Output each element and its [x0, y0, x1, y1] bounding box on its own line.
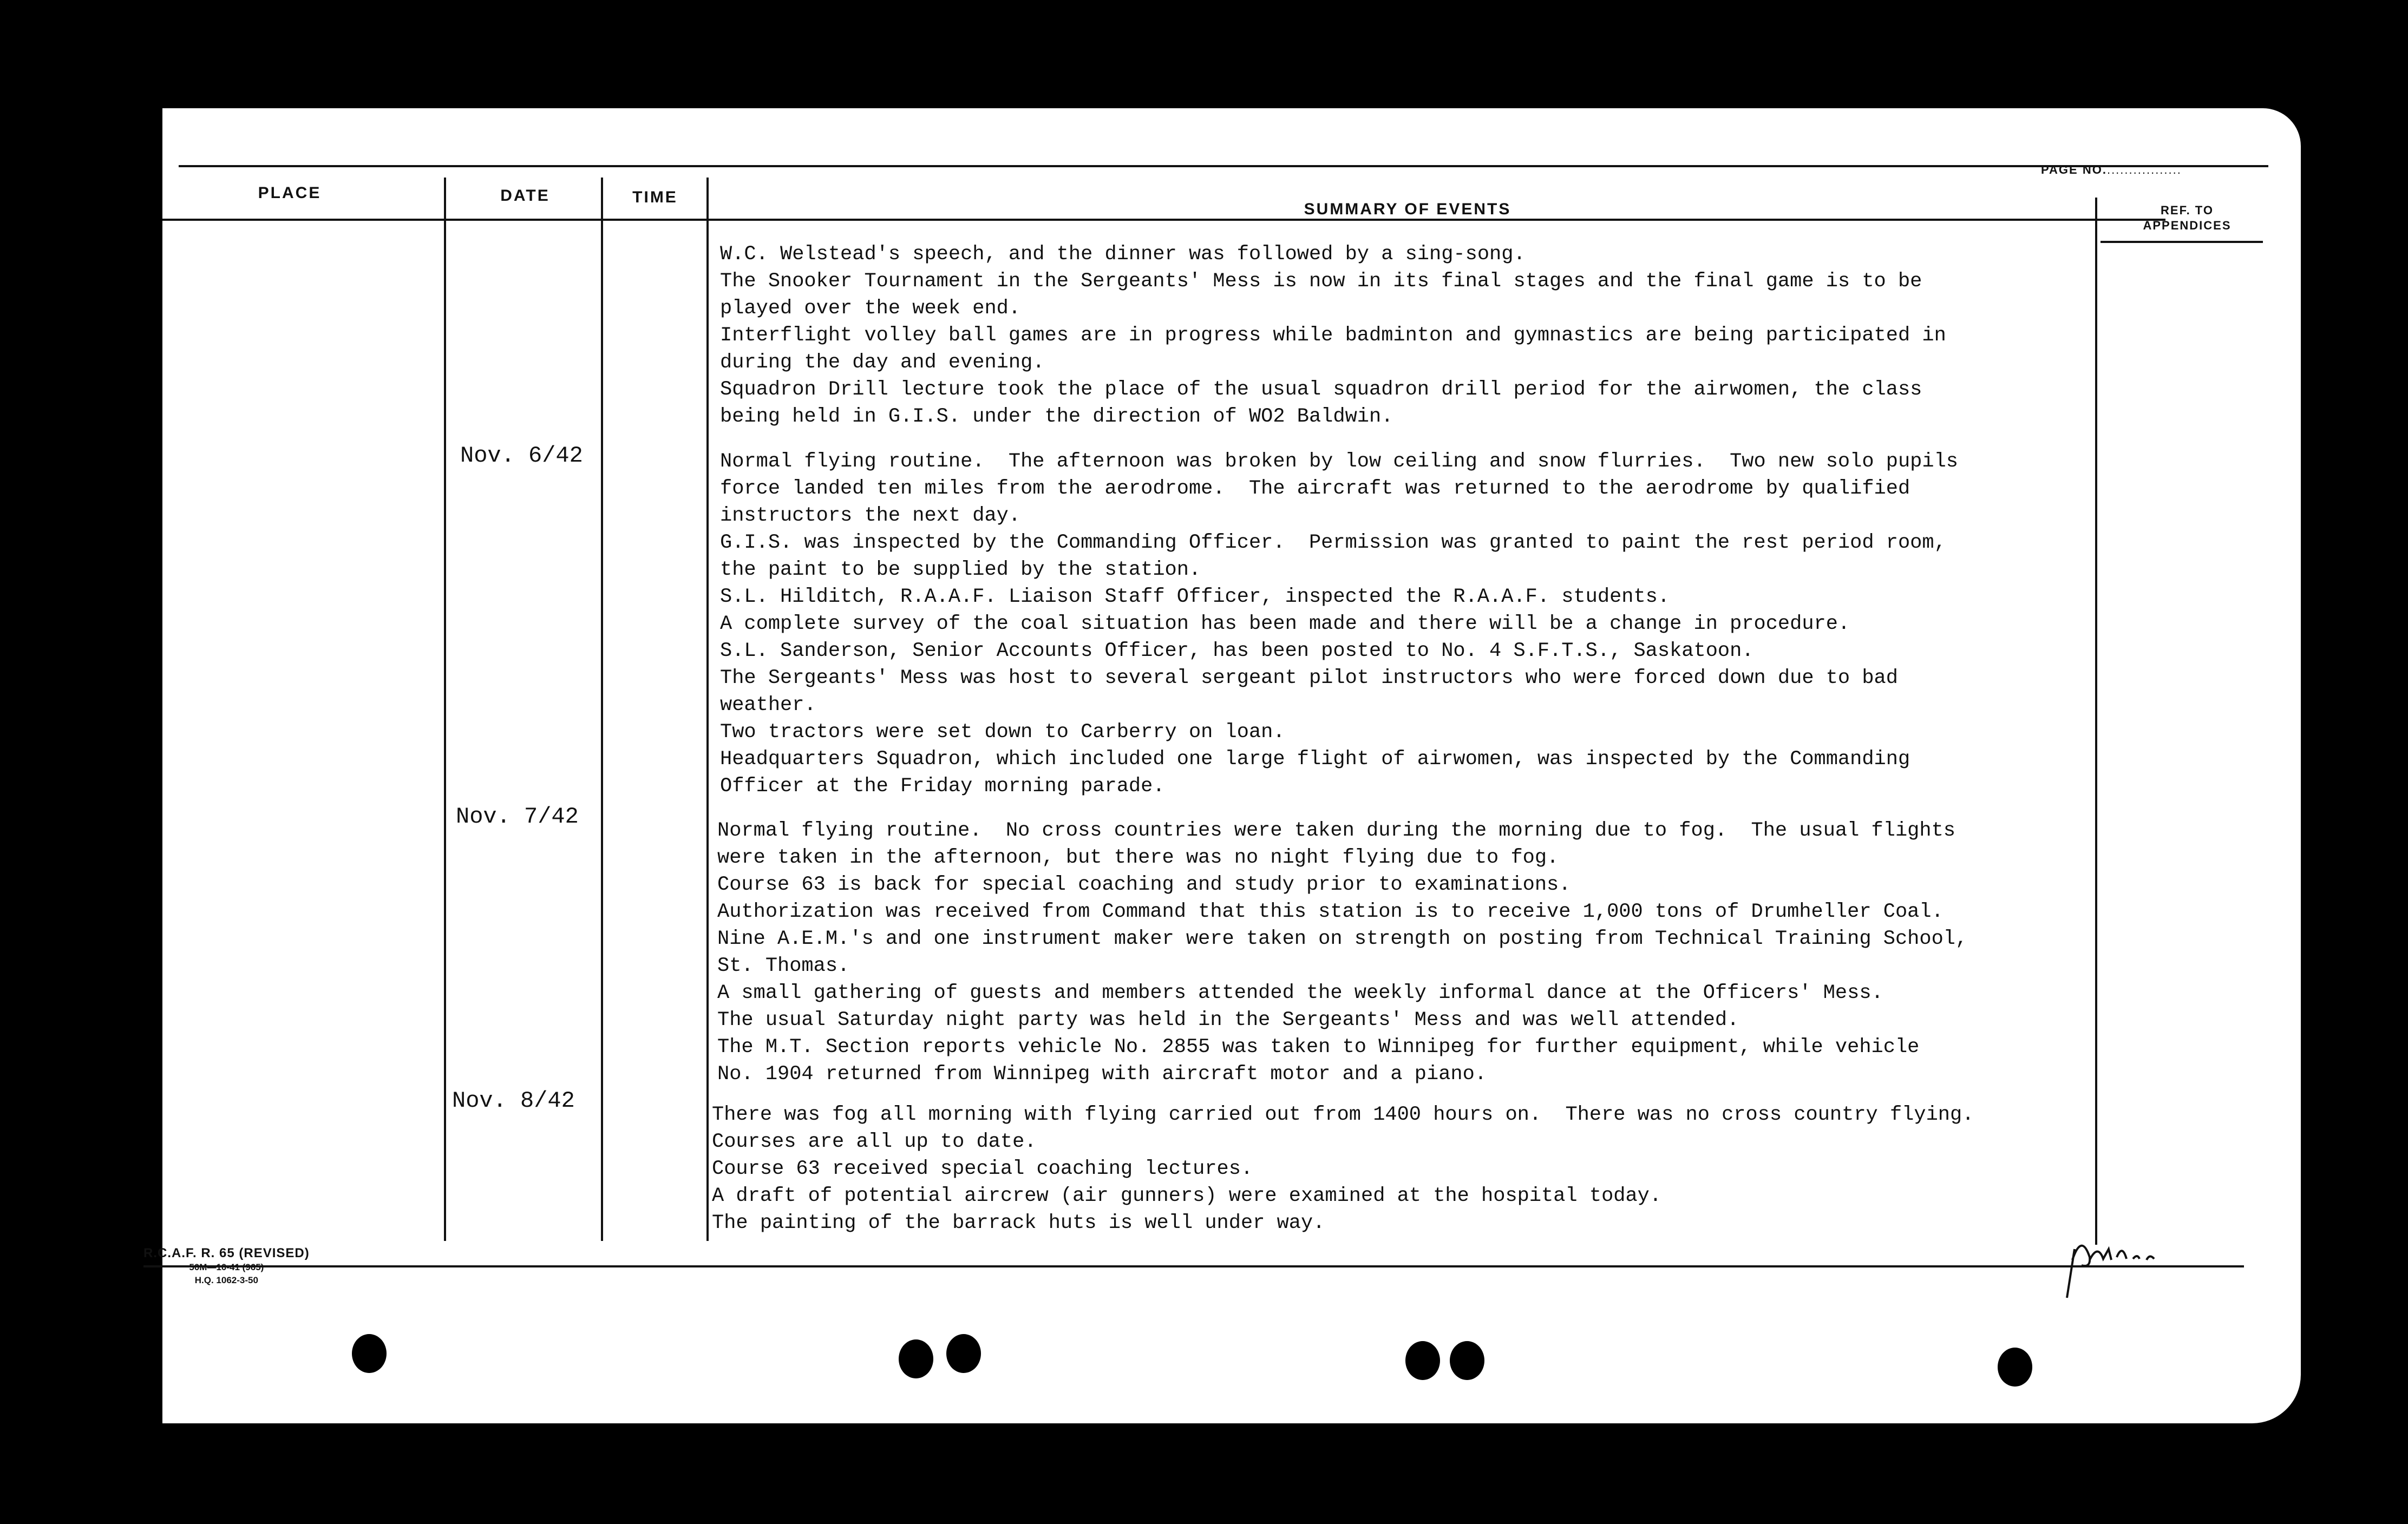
event-line: A complete survey of the coal situation has been made and there will be a change in procedure.: [720, 613, 1850, 635]
event-line: The M.T. Section reports vehicle No. 2855 was taken to Winnipeg for further equipment, while vehicle: [717, 1036, 1920, 1059]
event-line: were taken in the afternoon, but there was no night flying due to fog.: [717, 846, 1559, 869]
ref-header: REF. TO APPENDICES: [2143, 203, 2232, 232]
place-date-divider: [444, 178, 446, 1241]
punch-hole: [1405, 1341, 1440, 1380]
page-no-label: PAGE NO..................: [2041, 163, 2182, 176]
event-line: Normal flying routine. The afternoon was broken by low ceiling and snow flurries. Two new solo pupils: [720, 450, 1958, 473]
event-line: W.C. Welstead's speech, and the dinner was followed by a sing-song.: [720, 243, 1526, 266]
event-line: A draft of potential aircrew (air gunners) were examined at the hospital today.: [712, 1185, 1662, 1207]
event-line: instructors the next day.: [720, 504, 1021, 527]
signature: [2057, 1227, 2198, 1309]
event-line: played over the week end.: [720, 297, 1021, 320]
event-line: force landed ten miles from the aerodrome. The aircraft was returned to the aerodrome by qualified: [720, 477, 1910, 500]
event-line: Headquarters Squadron, which included one large flight of airwomen, was inspected by the Commanding: [720, 748, 1910, 771]
punch-hole: [946, 1334, 981, 1373]
event-line: the paint to be supplied by the station.: [720, 559, 1201, 581]
event-line: Normal flying routine. No cross countries were taken during the morning due to fog. The usual flights: [717, 819, 1955, 842]
date-entry-nov-8: Nov. 8/42: [452, 1088, 575, 1114]
event-line: weather.: [720, 694, 816, 717]
event-line: G.I.S. was inspected by the Commanding Officer. Permission was granted to paint the rest period room,: [720, 531, 1946, 554]
time-header: TIME: [632, 188, 678, 206]
punch-hole: [352, 1334, 387, 1373]
punch-hole: [1998, 1348, 2032, 1387]
time-summary-divider: [706, 178, 709, 1241]
event-line: Course 63 is back for special coaching and study prior to examinations.: [717, 873, 1571, 896]
event-line: S.L. Hilditch, R.A.A.F. Liaison Staff Officer, inspected the R.A.A.F. students.: [720, 586, 1670, 608]
event-line: during the day and evening.: [720, 351, 1045, 374]
event-line: There was fog all morning with flying carried out from 1400 hours on. There was no cross country flying.: [712, 1103, 1974, 1126]
event-line: The painting of the barrack huts is well under way.: [712, 1212, 1325, 1234]
event-line: Squadron Drill lecture took the place of the usual squadron drill period for the airwomen, the class: [720, 378, 1922, 401]
event-line: No. 1904 returned from Winnipeg with aircraft motor and a piano.: [717, 1063, 1487, 1086]
place-header: PLACE: [258, 184, 322, 202]
event-line: A small gathering of guests and members attended the weekly informal dance at the Officers' Mess.: [717, 982, 1883, 1004]
date-entry-nov-7: Nov. 7/42: [456, 804, 579, 830]
event-line: Course 63 received special coaching lectures.: [712, 1158, 1253, 1180]
event-line: Courses are all up to date.: [712, 1131, 1037, 1153]
event-line: The usual Saturday night party was held in the Sergeants' Mess and was well attended.: [717, 1009, 1739, 1032]
bottom-rule: [143, 1265, 2244, 1267]
summary-header: SUMMARY OF EVENTS: [1304, 200, 1511, 218]
event-line: being held in G.I.S. under the direction of WO2 Baldwin.: [720, 405, 1393, 428]
date-time-divider: [601, 178, 603, 1241]
event-line: The Snooker Tournament in the Sergeants' Mess is now in its final stages and the final game is to be: [720, 270, 1922, 293]
date-entry-nov-6: Nov. 6/42: [460, 443, 583, 469]
ref-header-rule: [2101, 241, 2263, 243]
date-header: DATE: [500, 187, 550, 205]
punch-hole: [899, 1339, 933, 1378]
event-line: St. Thomas.: [717, 955, 850, 977]
event-line: The Sergeants' Mess was host to several sergeant pilot instructors who were forced down due to bad: [720, 667, 1898, 689]
event-line: Interflight volley ball games are in progress while badminton and gymnastics are being participated in: [720, 324, 1946, 347]
punch-hole: [1450, 1341, 1484, 1380]
top-rule: [179, 165, 2268, 167]
event-line: Nine A.E.M.'s and one instrument maker were taken on strength on posting from Technical Training School,: [717, 928, 1968, 950]
event-line: Officer at the Friday morning parade.: [720, 775, 1165, 798]
header-rule: [162, 219, 2165, 221]
form-number: R.C.A.F. R. 65 (REVISED) 50M—10-41 (965) H.Q. 1062-3-50: [143, 1246, 310, 1285]
event-line: Two tractors were set down to Carberry on loan.: [720, 721, 1285, 744]
event-line: Authorization was received from Command that this station is to receive 1,000 tons of Drumheller Coal.: [717, 901, 1944, 923]
event-line: S.L. Sanderson, Senior Accounts Officer, has been posted to No. 4 S.F.T.S., Saskatoon.: [720, 640, 1754, 662]
